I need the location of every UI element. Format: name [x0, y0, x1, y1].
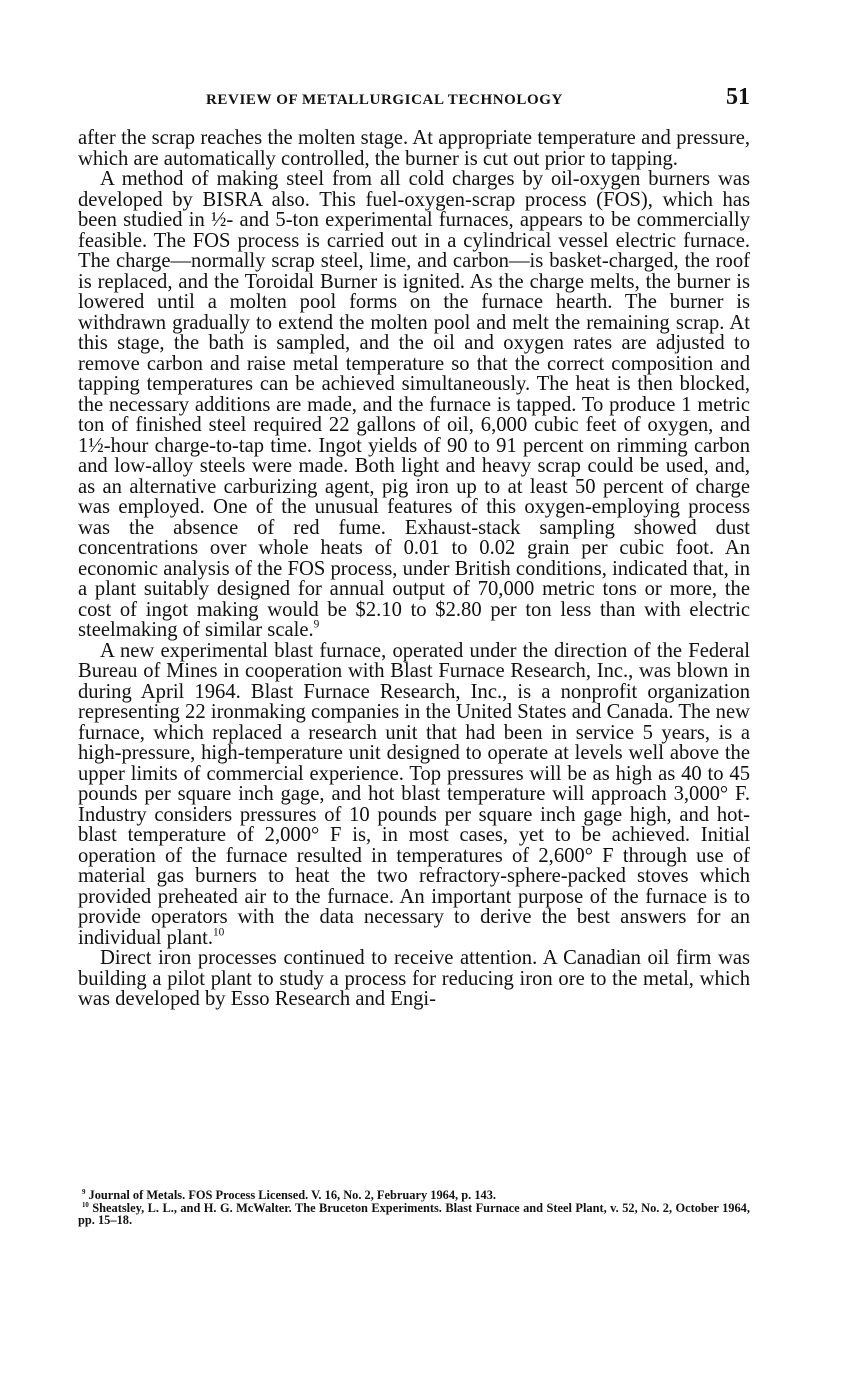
paragraph-4: [78, 948, 750, 1010]
footnote-text: Journal of Metals. FOS Process Licensed. V. 16, No. 2, February 1964, p. 143.: [88, 1188, 497, 1202]
running-title: REVIEW OF METALLURGICAL TECHNOLOGY: [206, 92, 563, 108]
running-header: [78, 86, 750, 116]
paragraph-2: [78, 169, 750, 641]
paragraph-3: [78, 641, 750, 949]
footnote-mark: 9: [82, 1188, 86, 1196]
footnote-reference: 9: [313, 618, 320, 631]
footnote-reference: 10: [213, 926, 225, 939]
footnotes: [78, 1189, 750, 1227]
paragraph-1: [78, 128, 750, 169]
paragraph-text: A method of making steel from all cold charges by oil-oxygen burners was developed by BISRA also. This fuel-oxygen-scrap process (FOS), which has been studied in ½- and 5-ton experimental furnaces, appears to be commercially feasible. The FOS process is carried out in a cylindrical vessel electric furnace. The charge—normally scrap steel, lime, and carbon—is basket-charged, the roof is replaced, and the Toroidal Burner is ignited. As the charge melts, the burner is lowered until a molten pool forms on the furnace hearth. The burner is withdrawn gradually to extend the molten pool and melt the remaining scrap. At this stage, the bath is sampled, and the oil and oxygen rates are adjusted to remove carbon and raise metal temperature so that the correct composition and tapping temperatures can be achieved simultaneously. The heat is then blocked, the necessary additions are made, and the furnace is tapped. To produce 1 metric ton of finished steel required 22 gallons of oil, 6,000 cubic feet of oxygen, and 1½-hour charge-to-tap time. Ingot yields of 90 to 91 percent on rimming carbon and low-alloy steels were made. Both light and heavy scrap could be used, and, as an alternative carburizing agent, pig iron up to at least 50 percent of charge was employed. One of the unusual features of this oxygen-employing process was the absence of red fume. Exhaust-stack sampling showed dust concentrations over whole heats of 0.01 to 0.02 grain per cubic foot. An economic analysis of the FOS process, under British conditions, indicated that, in a plant suitably designed for annual output of 70,000 metric tons or more, the cost of ingot making would be $2.10 to $2.80 per ton less than with electric steelmaking of similar scale.: [78, 168, 750, 641]
footnote-mark: 10: [82, 1201, 89, 1209]
paragraph-text: after the scrap reaches the molten stage. At appropriate temperature and pressure, which are automatically controlled, the burner is cut out prior to tapping.: [78, 127, 750, 170]
page-number: 51: [726, 84, 750, 110]
body-text: [78, 128, 750, 1010]
paragraph-text: A new experimental blast furnace, operated under the direction of the Federal Bureau of Mines in cooperation with Blast Furnace Research, Inc., was blown in during April 1964. Blast Furnace Research, Inc., is a nonprofit organization representing 22 ironmaking companies in the United States and Canada. The new furnace, which replaced a research unit that had been in service 5 years, is a high-pressure, high-temperature unit designed to operate at levels well above the upper limits of commercial experience. Top pressures will be as high as 40 to 45 pounds per square inch gage, and hot blast temperature will approach 3,000° F. Industry considers pressures of 10 pounds per square inch gage high, and hot-blast temperature of 2,000° F is, in most cases, yet to be achieved. Initial operation of the furnace resulted in temperatures of 2,600° F through use of material gas burners to heat the two refractory-sphere-packed stoves which provided preheated air to the furnace. An important purpose of the furnace is to provide operators with the data necessary to derive the best answers for an individual plant.: [78, 639, 750, 949]
footnote-10: [78, 1202, 750, 1227]
footnote-text: Sheatsley, L. L., and H. G. McWalter. The Bruceton Experiments. Blast Furnace and Steel Plant, v. 52, No. 2, October 1964, pp. 15–18.: [78, 1200, 750, 1227]
paragraph-text: Direct iron processes continued to receive attention. A Canadian oil firm was building a pilot plant to study a process for reducing iron ore to the metal, which was developed by Esso Research and Engi-: [78, 947, 750, 1010]
